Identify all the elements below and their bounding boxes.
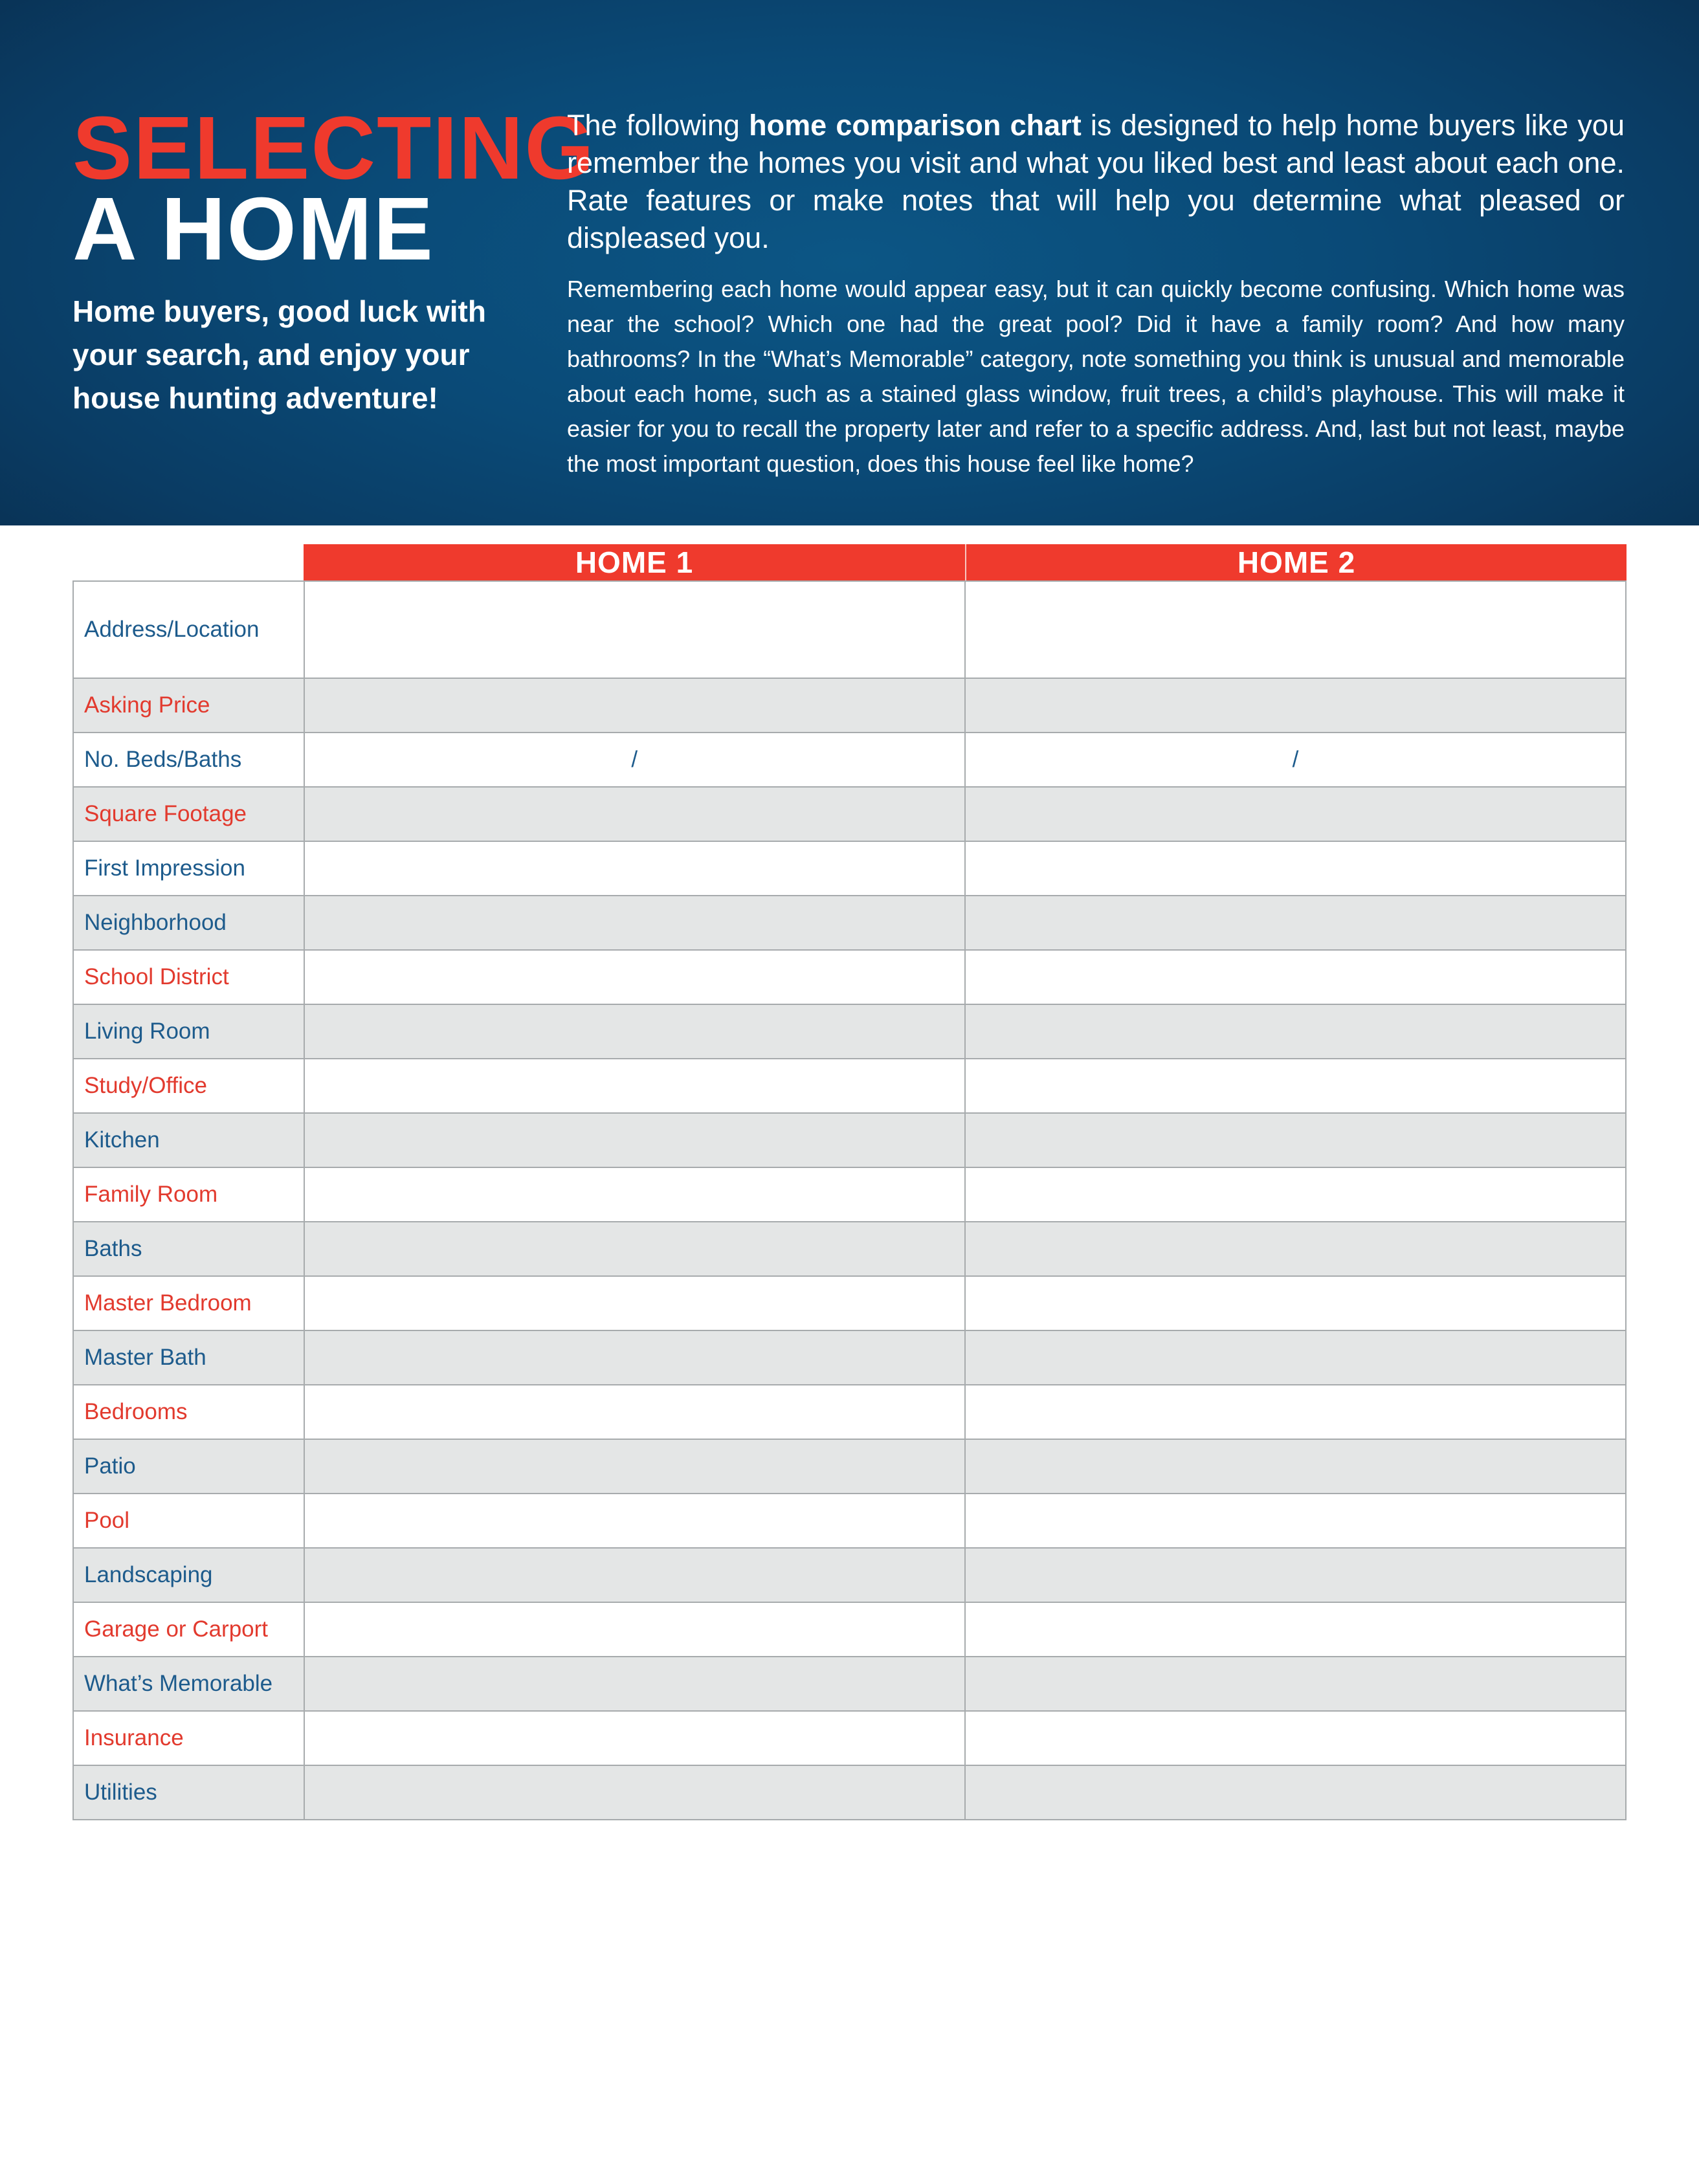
row-label: Pool	[74, 1494, 305, 1549]
row-label: Living Room	[74, 1005, 305, 1059]
entry-cell-home-2[interactable]	[966, 951, 1627, 1005]
column-header-home-2: HOME 2	[965, 544, 1627, 580]
table-row	[74, 1385, 1627, 1440]
table-row	[74, 788, 1627, 842]
beds-baths-separator: /	[631, 747, 638, 772]
entry-cell-home-1[interactable]	[305, 1657, 966, 1712]
entry-cell-home-2[interactable]	[966, 1114, 1627, 1168]
row-label: Address/Location	[74, 582, 305, 679]
entry-cell-home-2[interactable]	[966, 733, 1627, 788]
page-title-line2: A HOME	[72, 179, 434, 279]
row-label: Patio	[74, 1440, 305, 1494]
row-label: Square Footage	[74, 788, 305, 842]
row-label: Garage or Carport	[74, 1603, 305, 1657]
entry-cell-home-1[interactable]	[305, 1712, 966, 1766]
entry-cell-home-2[interactable]	[966, 1712, 1627, 1766]
row-label: Landscaping	[74, 1549, 305, 1603]
table-row	[74, 1168, 1627, 1222]
row-label: Kitchen	[74, 1114, 305, 1168]
table-row	[74, 1494, 1627, 1549]
header-banner	[0, 0, 1699, 525]
entry-cell-home-1[interactable]	[305, 1222, 966, 1277]
row-label: What’s Memorable	[74, 1657, 305, 1712]
entry-cell-home-1[interactable]	[305, 1114, 966, 1168]
row-label: Study/Office	[74, 1059, 305, 1114]
entry-cell-home-2[interactable]	[966, 1440, 1627, 1494]
table-row	[74, 582, 1627, 679]
table-row	[74, 733, 1627, 788]
beds-baths-separator: /	[1292, 747, 1299, 772]
row-label: Master Bedroom	[74, 1277, 305, 1331]
entry-cell-home-1[interactable]	[305, 1603, 966, 1657]
entry-cell-home-2[interactable]	[966, 1005, 1627, 1059]
intro-text-end: is designed to help home buyers like you remember the homes you visit and what you liked best and least about each one. Rate features or make notes that will help you determine what pleased or displeased you.	[567, 109, 1625, 254]
table-row	[74, 1277, 1627, 1331]
row-label: Family Room	[74, 1168, 305, 1222]
table-row	[74, 1657, 1627, 1712]
table-row	[74, 842, 1627, 896]
table-row	[74, 1766, 1627, 1820]
entry-cell-home-1[interactable]	[305, 1059, 966, 1114]
entry-cell-home-1[interactable]	[305, 1549, 966, 1603]
entry-cell-home-1[interactable]	[305, 1385, 966, 1440]
entry-cell-home-1[interactable]	[305, 1168, 966, 1222]
intro-text-bold: home comparison chart	[749, 109, 1082, 142]
table-row	[74, 1549, 1627, 1603]
row-label: First Impression	[74, 842, 305, 896]
entry-cell-home-1[interactable]	[305, 1494, 966, 1549]
table-row	[74, 1005, 1627, 1059]
entry-cell-home-2[interactable]	[966, 1385, 1627, 1440]
entry-cell-home-2[interactable]	[966, 1168, 1627, 1222]
row-label: Utilities	[74, 1766, 305, 1820]
entry-cell-home-2[interactable]	[966, 1494, 1627, 1549]
row-label: Master Bath	[74, 1331, 305, 1385]
entry-cell-home-1[interactable]	[305, 788, 966, 842]
entry-cell-home-2[interactable]	[966, 1059, 1627, 1114]
entry-cell-home-1[interactable]	[305, 842, 966, 896]
entry-cell-home-2[interactable]	[966, 582, 1627, 679]
page-title-line1: SELECTING	[72, 98, 595, 198]
entry-cell-home-1[interactable]	[305, 1440, 966, 1494]
entry-cell-home-1[interactable]	[305, 1277, 966, 1331]
entry-cell-home-1[interactable]	[305, 733, 966, 788]
entry-cell-home-2[interactable]	[966, 1766, 1627, 1820]
table-row	[74, 1440, 1627, 1494]
column-header-home-1: HOME 1	[304, 544, 965, 580]
entry-cell-home-2[interactable]	[966, 679, 1627, 733]
tagline: Home buyers, good luck with your search, and enjoy your house hunting adventure!	[72, 294, 486, 415]
row-label: No. Beds/Baths	[74, 733, 305, 788]
entry-cell-home-2[interactable]	[966, 896, 1627, 951]
table-row	[74, 679, 1627, 733]
row-label: Asking Price	[74, 679, 305, 733]
intro-paragraph	[567, 107, 1625, 257]
entry-cell-home-2[interactable]	[966, 1222, 1627, 1277]
entry-cell-home-1[interactable]	[305, 582, 966, 679]
header-spacer	[72, 544, 304, 580]
table-header	[72, 544, 1627, 580]
entry-cell-home-2[interactable]	[966, 788, 1627, 842]
intro-text-start: The following	[567, 109, 750, 142]
entry-cell-home-2[interactable]	[966, 1331, 1627, 1385]
table-row	[74, 951, 1627, 1005]
table-row	[74, 1712, 1627, 1766]
entry-cell-home-1[interactable]	[305, 896, 966, 951]
table-row	[74, 896, 1627, 951]
table-row	[74, 1331, 1627, 1385]
table-row	[74, 1059, 1627, 1114]
comparison-table	[72, 544, 1627, 1820]
table-row	[74, 1603, 1627, 1657]
entry-cell-home-2[interactable]	[966, 1549, 1627, 1603]
entry-cell-home-2[interactable]	[966, 1277, 1627, 1331]
entry-cell-home-1[interactable]	[305, 1005, 966, 1059]
entry-cell-home-2[interactable]	[966, 1657, 1627, 1712]
entry-cell-home-1[interactable]	[305, 951, 966, 1005]
row-label: School District	[74, 951, 305, 1005]
entry-cell-home-2[interactable]	[966, 1603, 1627, 1657]
body-paragraph: Remembering each home would appear easy, but it can quickly become confusing. Which home was near the school? Which one had the great pool? Did it have a family room? And how many bathrooms? In the “What’s Memorable” category, note something you think is unusual and memorable about each home, such as a stained glass window, fruit trees, a child’s playhouse. This will make it easier for you to recall the property later and refer to a specific address. And, last but not least, maybe the most important question, does this house feel like home?	[567, 276, 1625, 477]
row-label: Insurance	[74, 1712, 305, 1766]
table-row	[74, 1222, 1627, 1277]
row-label: Bedrooms	[74, 1385, 305, 1440]
table-row	[74, 1114, 1627, 1168]
entry-cell-home-2[interactable]	[966, 842, 1627, 896]
table-body	[72, 580, 1627, 1820]
row-label: Neighborhood	[74, 896, 305, 951]
entry-cell-home-1[interactable]	[305, 1331, 966, 1385]
entry-cell-home-1[interactable]	[305, 679, 966, 733]
row-label: Baths	[74, 1222, 305, 1277]
entry-cell-home-1[interactable]	[305, 1766, 966, 1820]
